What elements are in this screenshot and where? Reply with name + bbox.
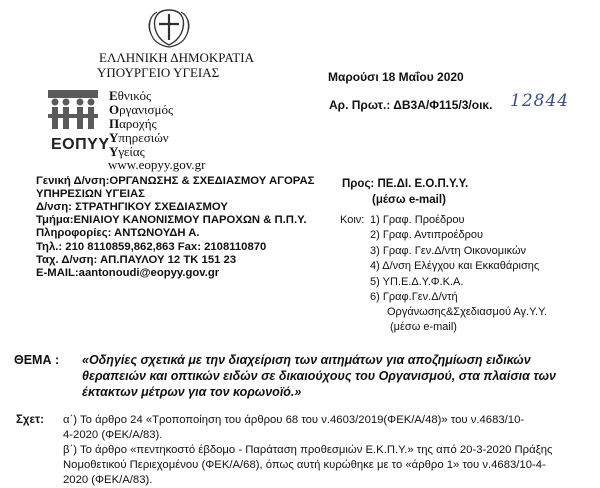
protocol-number: Αρ. Πρωτ.: ΔΒ3Α/Φ115/3/οικ. — [329, 98, 493, 112]
eopyy-line: Εθνικός — [109, 88, 152, 103]
handwritten-protocol-number: 12844 — [510, 91, 570, 111]
cc-item: 4) Δ/νση Ελέγχου και Εκκαθάρισης — [370, 260, 540, 272]
related-item: β΄) Το άρθρο «πεντηκοστό έβδομο - Παράταση προθεσμιών Ε.Κ.Π.Υ.» της από 20-3-2020 Πράξης Νομοθετικού Περιεχομένου (ΦΕΚ/Α/68), όπως αυτή κυρώθηκε με το «άρθρο 1» του ν.4683/10-4-2020 (ΦΕΚ/Α/83). — [63, 444, 553, 486]
recipient-to-method: (μέσω e-mail) — [372, 194, 446, 206]
coat-of-arms-icon — [143, 4, 195, 48]
cc-item: 2) Γραφ. Αντιπροέδρου — [370, 229, 483, 241]
document-date: Μαρούσι 18 Μαΐου 2020 — [328, 70, 464, 84]
cc-item: 3) Γραφ. Γεν.Δ/ντη Οικονομικών — [370, 245, 527, 257]
cc-item: 1) Γραφ. Προέδρου — [370, 214, 465, 226]
eopyy-logo-text: ΕΟΠΥΥ — [51, 136, 110, 153]
subject-text: «Οδηγίες σχετικά με την διαχείριση των αιτημάτων για αποζημίωση ειδικών θεραπειών και οπτικών ειδών σε δικαιούχους του Οργανισμού, στα πλαίσια των έκτακτων μέτρων για τον κορωνοϊό.» — [82, 353, 556, 399]
sender-line: Δ/νση: ΣΤΡΑΤΗΓΙΚΟΥ ΣΧΕΔΙΑΣΜΟΥ — [36, 201, 228, 213]
sender-line: Τηλ.: 210 8110859,862,863 Fax: 2108110870 — [36, 241, 267, 253]
sender-line: Πληροφορίες: ΑΝΤΩΝΟΥΔΗ Α. — [36, 227, 200, 239]
eopyy-line: Παροχής — [109, 116, 157, 131]
sender-line: ΥΠΗΡΕΣΙΩΝ ΥΓΕΙΑΣ — [36, 188, 145, 200]
cc-item: Οργάνωσης&Σχεδιασμού Αγ.Υ.Υ. — [387, 306, 548, 318]
eopyy-line: Υγείας — [109, 144, 145, 159]
government-title: ΕΛΛΗΝΙΚΗ ΔΗΜΟΚΡΑΤΙΑ — [99, 50, 254, 65]
cc-item-method: (μέσω e-mail) — [390, 321, 457, 333]
ministry-title: ΥΠΟΥΡΓΕΙΟ ΥΓΕΙΑΣ — [97, 65, 220, 80]
eopyy-line: Υπηρεσιών — [109, 130, 169, 145]
subject-label: ΘΕΜΑ : — [14, 353, 60, 367]
related-label: Σχετ: — [16, 414, 44, 426]
sender-email[interactable]: E-MAIL:aantonoudi@eopyy.gov.gr — [36, 267, 220, 279]
eopyy-line: Οργανισμός — [109, 102, 174, 117]
cc-item: 6) Γραφ.Γεν.Δ/ντή — [370, 291, 458, 303]
cc-item: 5) ΥΠ.Ε.Δ.Υ.Φ.Κ.Α. — [370, 276, 464, 288]
sender-line: Ταχ. Δ/νση: ΑΠ.ΠΑΥΛΟΥ 12 ΤΚ 151 23 — [36, 254, 237, 266]
sender-line: Γενική Δ/νση:ΟΡΓΑΝΩΣΗΣ & ΣΧΕΔΙΑΣΜΟΥ ΑΓΟΡΑΣ — [36, 175, 315, 187]
eopyy-logo-icon — [46, 88, 100, 140]
cc-label: Κοιν: — [340, 214, 365, 226]
sender-line: Τμήμα:ΕΝΙΑΙΟΥ ΚΑΝΟΝΙΣΜΟΥ ΠΑΡΟΧΩΝ & Π.Π.Υ. — [36, 214, 307, 226]
recipient-to: Προς: ΠΕ.ΔΙ. Ε.Ο.Π.Υ.Υ. — [342, 178, 469, 190]
website-link[interactable]: www.eopyy.gov.gr — [108, 157, 206, 172]
related-item: α΄) Το άρθρο 24 «Τροποποίηση του άρθρου 68 του ν.4603/2019(ΦΕΚ/Α/48)» του ν.4683/10-4-2020 (ΦΕΚ/Α/83). — [63, 414, 525, 441]
